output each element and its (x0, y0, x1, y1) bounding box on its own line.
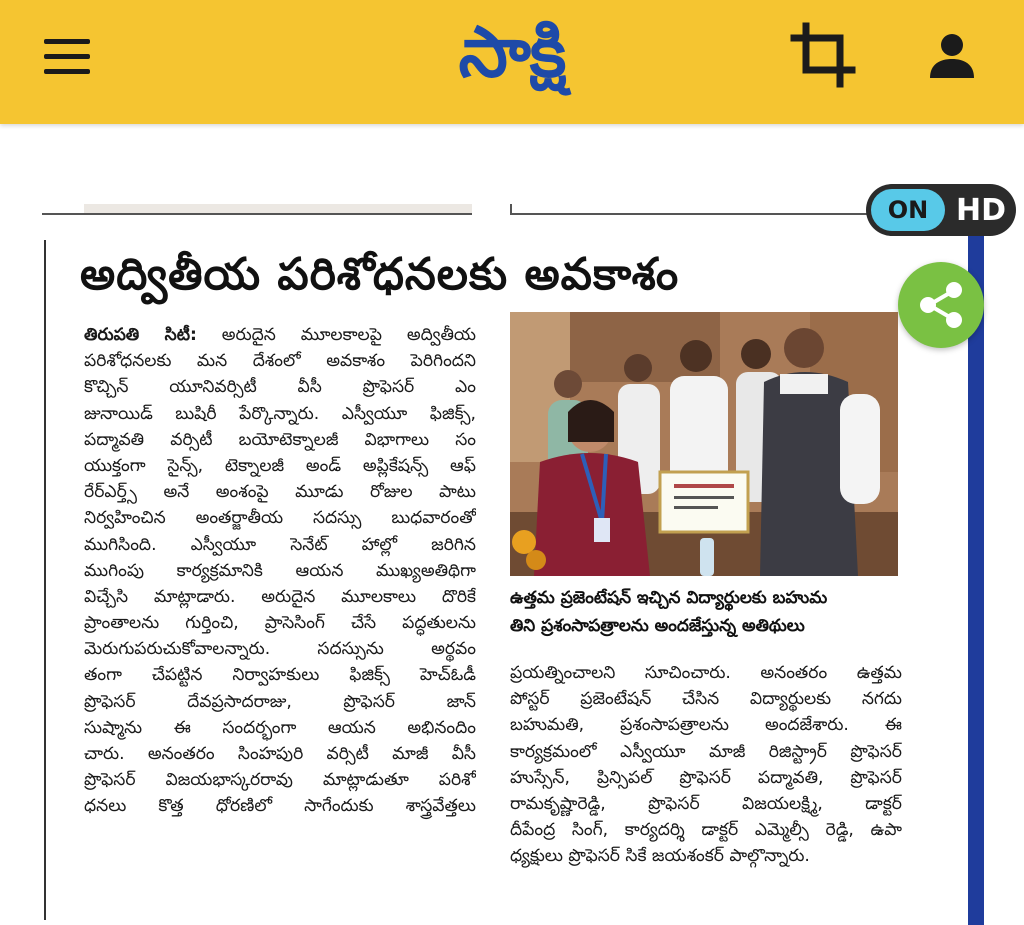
body-line: ప్రయత్నించాలని సూచించారు. అనంతరం ఉత్తమ (510, 663, 902, 683)
body-line: ప్రాంతాలను గుర్తించి, ప్రాసెసింగ్ చేసే పద్ధతులను (84, 613, 476, 634)
profile-icon[interactable] (924, 28, 980, 84)
body-line: విచ్చేసి మాట్లాడారు. అరుదైన మూలకాలు దొరికే (84, 586, 476, 607)
body-line: దీపేంద్ర సింగ్, కార్యదర్శి డాక్టర్ ఎమ్మెల్సీ రెడ్డి, ఉపా (510, 820, 902, 841)
body-line: ధనలు కొత్త ధోరణిలో సాగేందుకు శాస్త్రవేత్తలు (84, 796, 476, 817)
body-line: ముగింపు కార్యక్రమానికి ఆయన ముఖ్యఅతిథిగా (84, 560, 476, 581)
on-hd-toggle[interactable] (866, 184, 1016, 236)
body-line: తిరుపతి సిటీ: అరుదైన మూలకాలపై అద్వితీయ (84, 325, 476, 345)
body-line: కొచ్చిన్ యూనివర్సిటీ వీసీ ప్రొఫెసర్ ఎం (84, 377, 476, 398)
body-line: రామకృష్ణారెడ్డి, ప్రొఫెసర్ విజయలక్ష్మి, డాక్టర్ (510, 793, 902, 814)
article-headline: అద్వితీయ పరిశోధనలకు అవకాశం (80, 249, 680, 300)
hamburger-menu-icon[interactable] (40, 36, 94, 78)
sakshi-logo[interactable]: సాక్షి (458, 10, 566, 93)
body-line: రేర్ఎర్త్స్ అనే అంశంపై మూడు రోజుల పాటు (84, 482, 476, 503)
caption-line: ఉత్తమ ప్రజెంటేషన్ ఇచ్చిన విద్యార్థులకు బహుమ (510, 588, 828, 608)
news-photo (510, 312, 898, 576)
crop-icon[interactable] (790, 22, 856, 88)
body-line: పద్మావతి వర్సిటీ బయోటెక్నాలజీ విభాగాలు సం (84, 429, 476, 450)
body-line: మెరుగుపరుచుకోవాలన్నారు. సదస్సును అర్థవం (84, 639, 476, 660)
body-line: సుష్మాను ఈ సందర్భంగా ఆయన అభినందిం (84, 717, 476, 738)
body-line: నిర్వహించిన అంతర్జాతీయ సదస్సు బుధవారంతో (84, 508, 476, 529)
body-line: కార్యక్రమంలో ఎస్వీయూ మాజీ రిజిస్ట్రార్ ప్రొఫెసర్ (510, 741, 902, 762)
body-line: చారు. అనంతరం సింహపురి వర్సిటీ మాజీ వీసీ (84, 744, 476, 764)
body-line: హుస్సేన్, ప్రిన్సిపల్ ప్రొఫెసర్ పద్మావతి, ప్రొఫెసర్ (510, 767, 902, 788)
dateline: తిరుపతి సిటీ: (84, 325, 197, 345)
body-line: ప్రొఫెసర్ దేవప్రసాదరాజు, ప్రొఫెసర్ జాన్ (84, 691, 476, 712)
body-line: బహుమతి, ప్రశంసాపత్రాలను అందజేశారు. ఈ (510, 715, 902, 736)
divider (42, 213, 472, 215)
body-line: ధ్యక్షులు ప్రొఫెసర్ సికే జయశంకర్ పాల్గొన్నారు. (510, 846, 810, 867)
body-line: యుక్తంగా సైన్స్, టెక్నాలజీ అండ్ అప్లికేషన్స్ ఆఫ్ (84, 455, 476, 476)
body-line: ప్రొఫెసర్ విజయభాస్కరరావు మాట్లాడుతూ పరిశో (84, 770, 476, 791)
divider (510, 204, 512, 215)
body-line: తంగా చేపట్టిన నిర్వాహకులు ఫిజిక్స్ హెచ్ఓడీ (84, 665, 476, 686)
photo-caption (510, 584, 902, 640)
share-button[interactable] (898, 262, 984, 348)
article-body-right (510, 660, 902, 870)
header-rule-shade (84, 204, 472, 213)
hd-label: HD (955, 192, 1006, 228)
app-header (0, 0, 1024, 124)
body-line: జునాయిడ్ బుషిరీ పేర్కొన్నారు. ఎస్వీయూ ఫిజిక్స్, (84, 403, 476, 424)
caption-line: తిని ప్రశంసాపత్రాలను అందజేస్తున్న అతిథులు (510, 616, 805, 636)
on-label: ON (871, 189, 945, 231)
article-body-left (84, 322, 476, 820)
body-line: పోస్టర్ ప్రజెంటేషన్ చేసిన విద్యార్థులకు నగదు (510, 689, 902, 710)
body-line: ముగిసింది. ఎస్వీయూ సెనేట్ హాల్లో జరిగిన (84, 534, 476, 555)
divider (44, 240, 46, 920)
body-line: పరిశోధనలకు మన దేశంలో అవకాశం పెరిగిందని (84, 351, 476, 372)
share-icon (898, 262, 984, 348)
